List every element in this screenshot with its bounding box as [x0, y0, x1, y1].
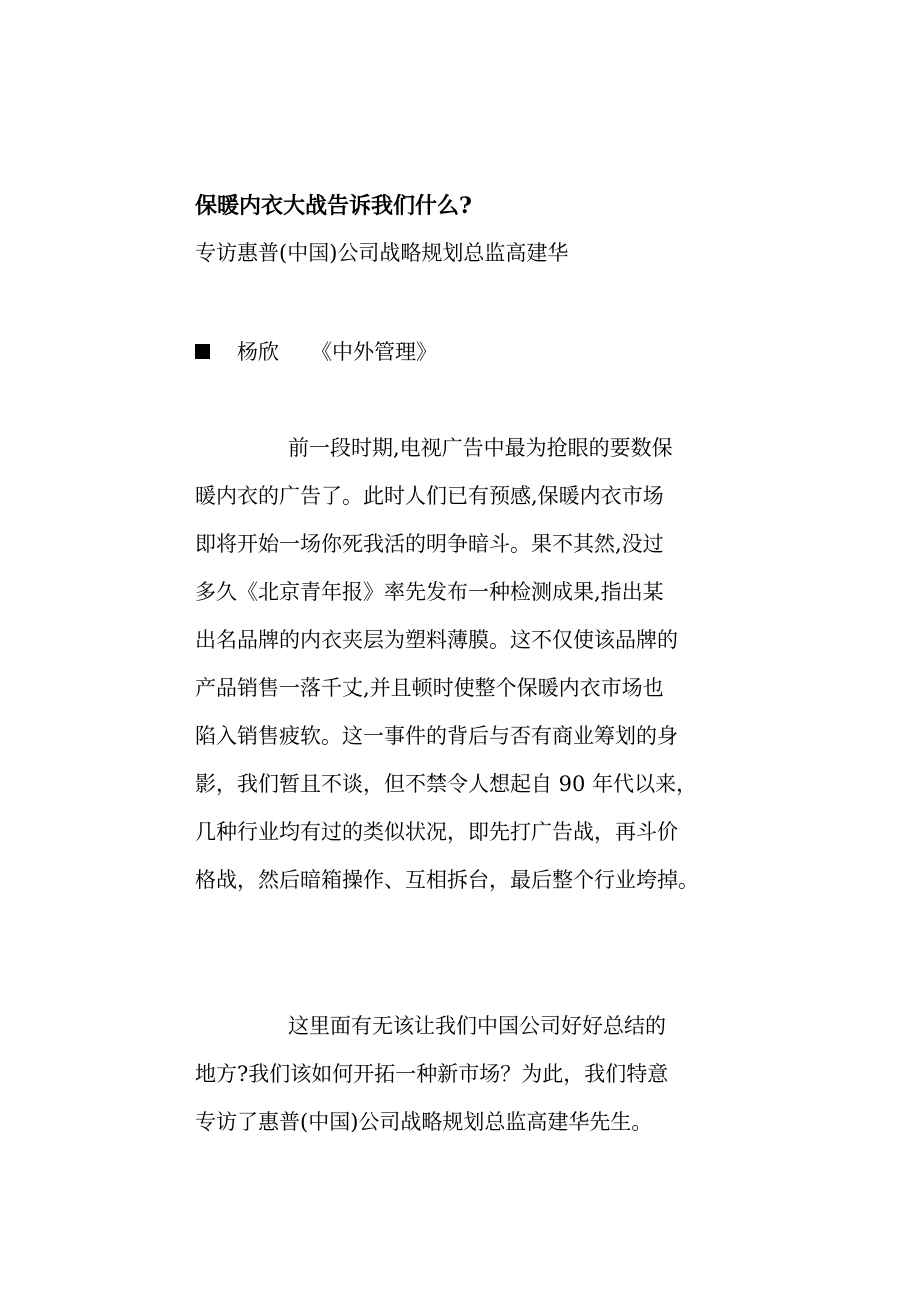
paragraph-line: 格战，然后暗箱操作、互相拆台，最后整个行业垮掉。 — [195, 868, 699, 892]
paragraph-line: 出名品牌的内衣夹层为塑料薄膜。这不仅使该品牌的 — [195, 628, 678, 652]
author-name: 杨欣 — [237, 340, 279, 364]
paragraph-line: 影，我们暂且不谈，但不禁令人想起自 90 年代以来， — [195, 772, 698, 796]
paragraph-line: 几种行业均有过的类似状况，即先打广告战，再斗价 — [195, 820, 678, 844]
article-subtitle: 专访惠普(中国)公司战略规划总监高建华 — [195, 241, 569, 265]
paragraph-line: 专访了惠普(中国)公司战略规划总监高建华先生。 — [195, 1110, 653, 1134]
paragraph-line: 陷入销售疲软。这一事件的背后与否有商业筹划的身 — [195, 724, 678, 748]
paragraph-line: 多久《北京青年报》率先发布一种检测成果,指出某 — [195, 580, 664, 604]
publication-name: 《中外管理》 — [311, 340, 437, 364]
byline — [195, 336, 437, 368]
paragraph-line: 这里面有无该让我们中国公司好好总结的 — [288, 1014, 666, 1038]
paragraph-line: 即将开始一场你死我活的明争暗斗。果不其然,没过 — [195, 532, 664, 556]
paragraph-2 — [195, 1002, 735, 1146]
paragraph-1 — [195, 424, 735, 904]
square-bullet-icon — [195, 344, 210, 359]
paragraph-line: 前一段时期,电视广告中最为抢眼的要数保 — [288, 436, 673, 460]
paragraph-line: 地方?我们该如何开拓一种新市场？为此，我们特意 — [195, 1062, 669, 1086]
article-title: 保暖内衣大战告诉我们什么? — [195, 193, 472, 219]
paragraph-line: 产品销售一落千丈,并且顿时使整个保暖内衣市场也 — [195, 676, 664, 700]
paragraph-line: 暖内衣的广告了。此时人们已有预感,保暖内衣市场 — [195, 484, 664, 508]
